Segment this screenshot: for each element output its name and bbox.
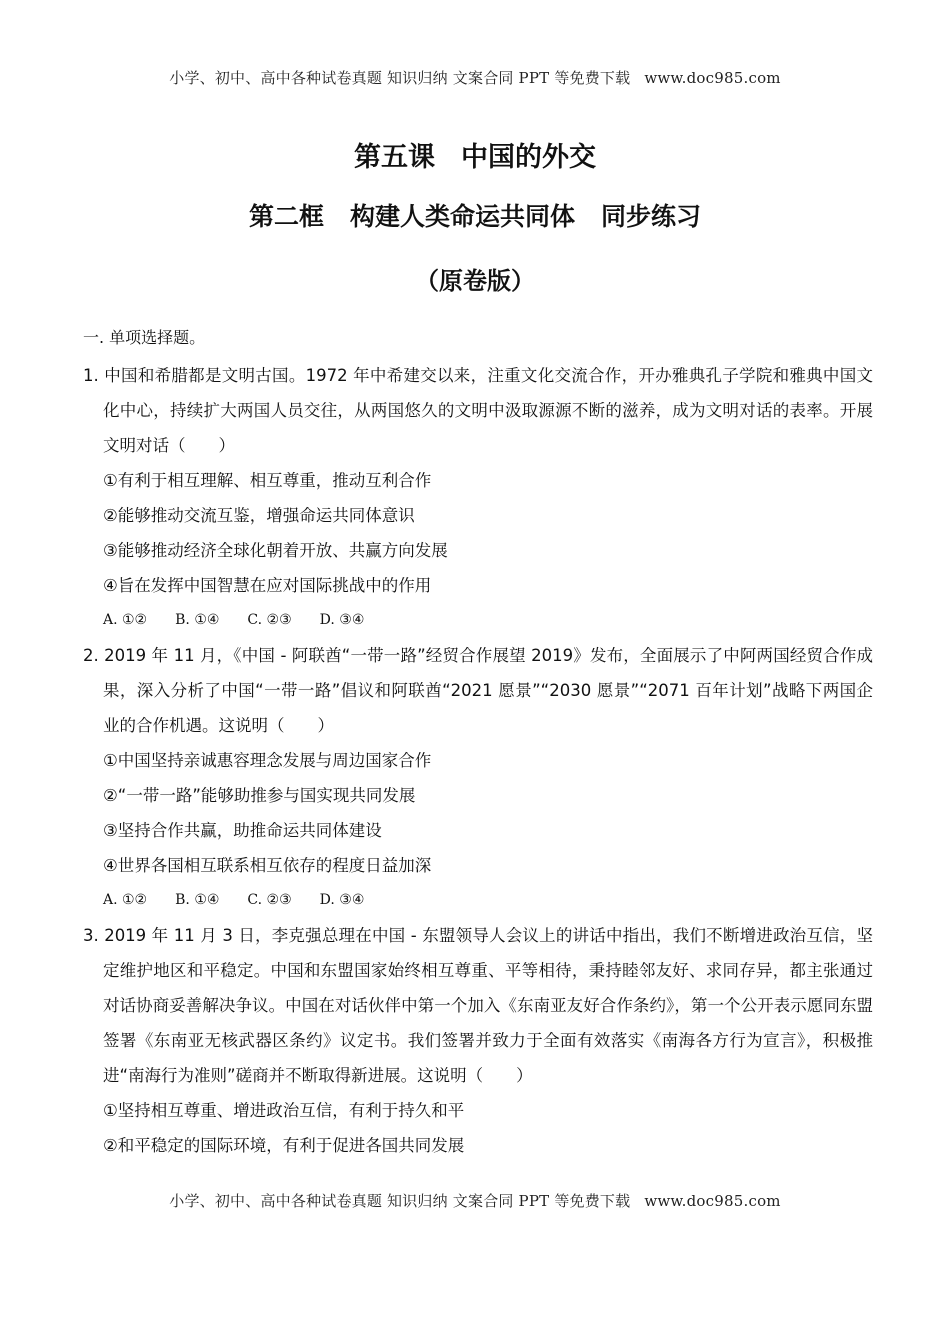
- footer-site: www.doc985.com: [644, 1192, 781, 1210]
- question-1: [83, 358, 873, 638]
- lesson-topic: 中国的外交: [461, 142, 596, 173]
- choice-b: B. ①④: [175, 612, 220, 628]
- header-text: 小学、初中、高中各种试卷真题 知识归纳 文案合同 PPT 等免费下载: [169, 69, 631, 87]
- question-stem: 1. 中国和希腊都是文明古国。1972 年中希建交以来，注重文化交流合作，开办雅典孔子学院和雅典中国文化中心，持续扩大两国人员交往，从两国悠久的文明中汲取源源不断的滋养，成为文明对话的表率。开展文明对话（ ）: [83, 366, 873, 455]
- page-footer: [0, 1190, 950, 1211]
- answer-choices: [83, 603, 873, 638]
- option-statement: ①坚持相互尊重、增进政治互信，有利于持久和平: [103, 1101, 465, 1120]
- lesson-number: 第五课: [354, 142, 435, 173]
- choice-c: C. ②③: [247, 612, 292, 628]
- choice-a: A. ①②: [103, 892, 148, 908]
- title-block: [0, 140, 950, 298]
- option-statement: ①有利于相互理解、相互尊重，推动互利合作: [103, 471, 432, 490]
- choice-d: D. ③④: [319, 892, 365, 908]
- choice-b: B. ①④: [175, 892, 220, 908]
- option-statement: ③能够推动经济全球化朝着开放、共赢方向发展: [103, 541, 448, 560]
- frame-topic: 构建人类命运共同体: [349, 202, 575, 231]
- question-2: [83, 638, 873, 918]
- question-stem: 3. 2019 年 11 月 3 日，李克强总理在中国 - 东盟领导人会议上的讲话中指出，我们不断增进政治互信，坚定维护地区和平稳定。中国和东盟国家始终相互尊重、平等相待，秉持睦邻友好、求同存异，都主张通过对话协商妥善解决争议。中国在对话伙伴中第一个加入《东南亚友好合作条约》，第一个公开表示愿同东盟签署《东南亚无核武器区条约》议定书。我们签署并致力于全面有效落实《南海各方行为宣言》，积极推进“南海行为准则”磋商并不断取得新进展。这说明（ ）: [83, 926, 873, 1085]
- question-3: [83, 918, 873, 1163]
- choice-d: D. ③④: [319, 612, 365, 628]
- page-header: [0, 67, 950, 88]
- lesson-title: [0, 140, 950, 176]
- option-statement: ②和平稳定的国际环境，有利于促进各国共同发展: [103, 1136, 465, 1155]
- header-site: www.doc985.com: [644, 69, 781, 87]
- practice-label: 同步练习: [601, 202, 702, 231]
- frame-title: [0, 200, 950, 234]
- choice-c: C. ②③: [247, 892, 292, 908]
- question-stem: 2. 2019 年 11 月，《中国 - 阿联酋“一带一路”经贸合作展望 2019》发布，全面展示了中阿两国经贸合作成果，深入分析了中国“一带一路”倡议和阿联酋“2021 愿景”“2030 愿景”“2071 百年计划”战略下两国企业的合作机遇。这说明（ ）: [83, 646, 873, 735]
- exam-content: [83, 324, 873, 1163]
- option-statement: ④世界各国相互联系相互依存的程度日益加深: [103, 856, 432, 875]
- choice-a: A. ①②: [103, 612, 148, 628]
- option-statement: ②能够推动交流互鉴，增强命运共同体意识: [103, 506, 415, 525]
- frame-number: 第二框: [248, 202, 324, 231]
- answer-choices: [83, 883, 873, 918]
- footer-text: 小学、初中、高中各种试卷真题 知识归纳 文案合同 PPT 等免费下载: [169, 1192, 631, 1210]
- edition-label: （原卷版）: [415, 267, 535, 295]
- option-statement: ②“一带一路”能够助推参与国实现共同发展: [103, 786, 416, 805]
- section-heading: 一. 单项选择题。: [83, 328, 206, 347]
- option-statement: ④旨在发挥中国智慧在应对国际挑战中的作用: [103, 576, 432, 595]
- option-statement: ③坚持合作共赢，助推命运共同体建设: [103, 821, 382, 840]
- option-statement: ①中国坚持亲诚惠容理念发展与周边国家合作: [103, 751, 432, 770]
